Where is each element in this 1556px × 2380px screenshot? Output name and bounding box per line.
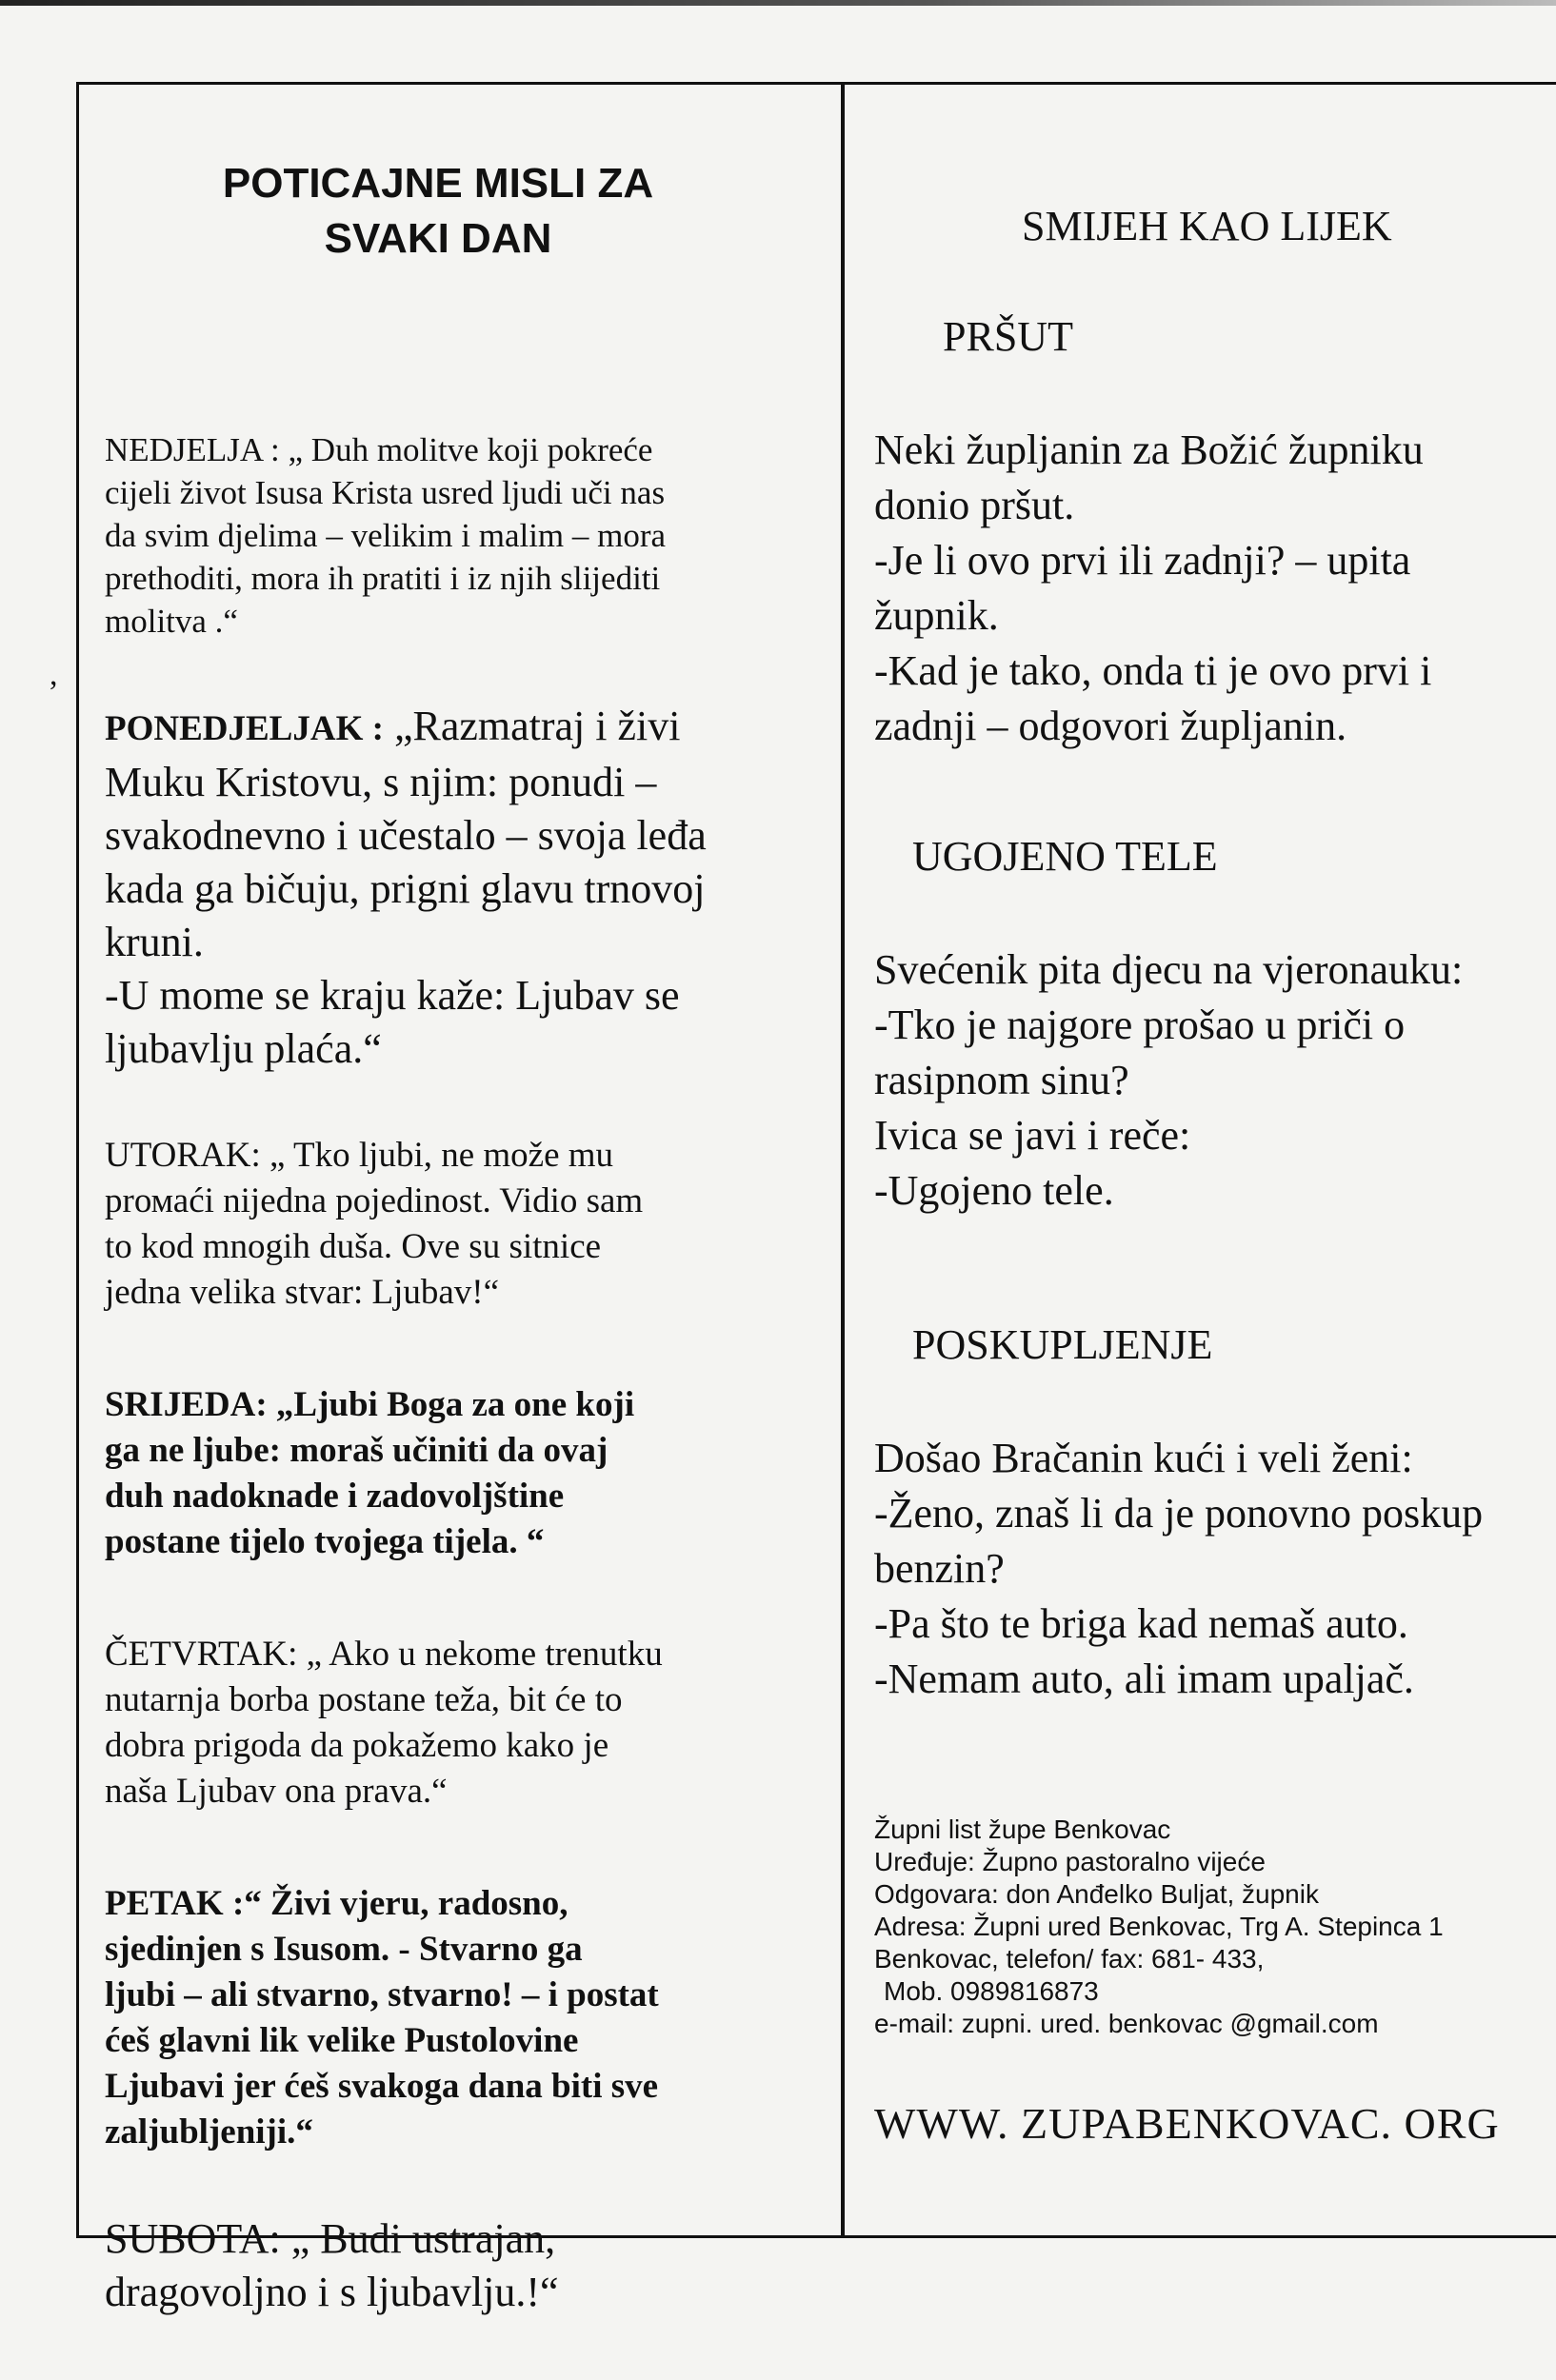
thought-tuesday: UTORAK: „ Tko ljubi, ne može mu prомаći nijedna pojedinost. Vidio sam to kod mnogih duša. Ove su sitnice jedna velika stvar: Ljubav!“ — [105, 1136, 644, 1312]
thought-monday: PONEDJELJAK : „Razmatraj i živi Muku Kristovu, s njim: ponudi – svakodnevno i učestalo – svoja leđa kada ga bičuju, prigni glavu trnovoj kruni. -U mome se kraju kaže: Ljubav se ljubavlju plaća.“ — [105, 703, 707, 1072]
joke-text-tele: Svećenik pita djecu na vjeronauku: -Tko je najgore prošao u priči o rasipnom sinu? Ivica se javi i reče: -Ugojeno tele. — [874, 946, 1464, 1214]
thought-saturday: SUBOTA: „ Budi ustrajan, dragovoljno i s ljubavlju.!“ — [105, 2215, 559, 2315]
parish-colophon: Župni list župe Benkovac Uređuje: Župno pastoralno vijeće Odgovara: don Anđelko Buljat, župnik Adresa: Župni ured Benkovac, Trg A. Stepinca 1 Benkovac, telefon/ fax: 681- 433, Mob. 0989816873 e-mail: zupni. ured. benkovac @gmail.com — [874, 1815, 1444, 2038]
scan-edge-line — [0, 0, 1556, 6]
stray-comma-mark: , — [50, 657, 58, 692]
joke-text-prsut: Neki župljanin za Božić župniku donio pršut. -Je li ovo prvi ili zadnji? – upita župnik. -Kad je tako, onda ti je ovo prvi i zadnji – odgovori župljanin. — [874, 426, 1432, 749]
parish-website: WWW. ZUPABENKOVAC. ORG — [874, 2099, 1500, 2148]
day-label: ČETVRTAK: — [105, 1635, 298, 1674]
day-label: PETAK : — [105, 1884, 245, 1923]
joke-heading-poskupljenje: POSKUPLJENJE — [912, 1321, 1213, 1368]
joke-text-poskupljenje: Došao Bračanin kući i veli ženi: -Ženo, znaš li da je ponovno poskup benzin? -Pa što te briga kad nemaš auto. -Nemam auto, ali imam upaljač. — [874, 1435, 1484, 1702]
day-label: SUBOTA: — [105, 2215, 281, 2262]
joke-heading-prsut: PRŠUT — [943, 313, 1073, 360]
thought-friday: PETAK :“ Živi vjeru, radosno, sjedinjen s Isusom. - Stvarno ga ljubi – ali stvarno, stvarno! – i postat ćeš glavni lik velike Pustolovine Ljubavi jer ćeš svakoga dana biti sve zaljubljeniji.“ — [105, 1884, 659, 2152]
daily-thoughts-title: POTICAJNE MISLI ZA SVAKI DAN — [222, 160, 654, 262]
day-label: PONEDJELJAK : — [105, 709, 384, 748]
column-divider — [841, 82, 845, 2238]
day-label: SRIJEDA: — [105, 1385, 268, 1424]
day-label: UTORAK: — [105, 1136, 261, 1175]
thought-thursday: ČETVRTAK: „ Ako u nekome trenutku nutarnja borba postane teža, bit će to dobra prigoda da pokažemo kako je naša Ljubav ona prava.“ — [105, 1635, 663, 1811]
day-label: NEDJELJA — [105, 431, 263, 468]
thought-sunday: NEDJELJA : „ Duh molitve koji pokreće cijeli život Isusa Krista usred ljudi uči nas da svim djelima – velikim i malim – mora prethoditi, mora ih pratiti i iz njih slijediti molitva .“ — [105, 431, 667, 640]
humor-column — [874, 143, 1556, 2151]
daily-thoughts-column — [105, 143, 828, 2319]
joke-heading-tele: UGOJENO TELE — [912, 833, 1218, 880]
humor-title: SMIJEH KAO LIJEK — [1022, 203, 1392, 249]
thought-wednesday: SRIJEDA: „Ljubi Boga za one koji ga ne ljube: moraš učiniti da ovaj duh nadoknade i zadovoljštine postane tijelo tvojega tijela. “ — [105, 1385, 635, 1561]
